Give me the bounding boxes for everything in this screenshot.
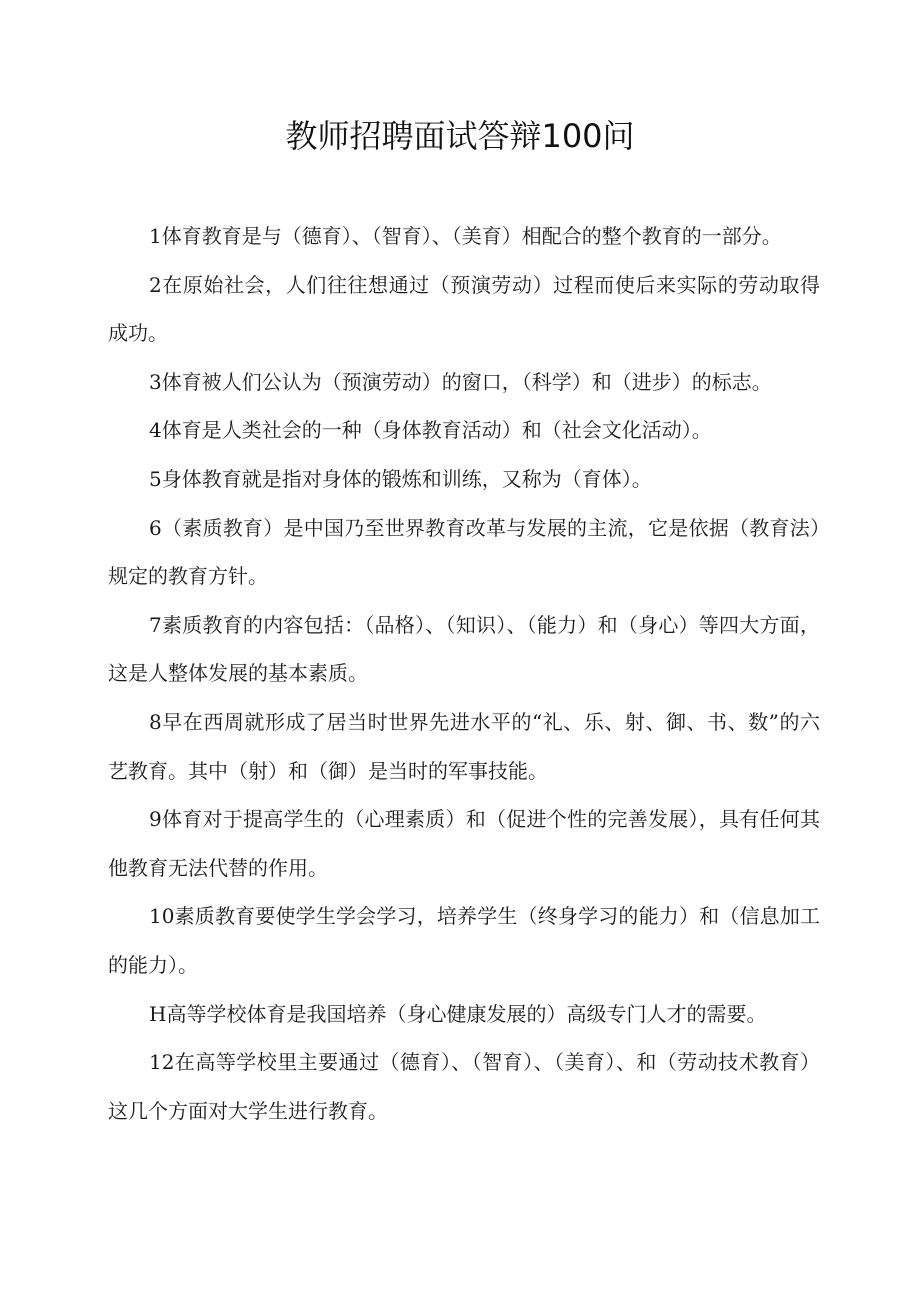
paragraph-9: 9体育对于提高学生的（心理素质）和（促进个性的完善发展），具有任何其他教育无法代替的作用。 [108, 807, 820, 880]
paragraph-1: 1体育教育是与（德育）、（智育）、（美育）相配合的整个教育的一部分。 [149, 224, 782, 248]
paragraph-4: 4体育是人类社会的一种（身体教育活动）和（社会文化活动）。 [149, 418, 712, 443]
paragraph-11: H高等学校体育是我国培养（身心健康发展的）高级专门人才的需要。 [149, 1001, 767, 1026]
document-body [108, 212, 820, 1135]
paragraph-6: 6（素质教育）是中国乃至世界教育改革与发展的主流，它是依据（教育法）规定的教育方针。 [108, 515, 820, 589]
paragraph-7: 7素质教育的内容包括：（品格）、（知识）、（能力）和（身心）等四大方面，这是人整体发展的基本素质。 [108, 612, 820, 686]
paragraph-2: 2在原始社会，人们往往想通过（预演劳动）过程而使后来实际的劳动取得成功。 [108, 272, 820, 346]
document-title: 教师招聘面试答辩100问 [285, 117, 635, 155]
paragraph-8: 8早在西周就形成了居当时世界先进水平的“礼、乐、射、御、书、数”的六艺教育。其中（射）和（御）是当时的军事技能。 [108, 709, 820, 783]
paragraph-12: 12在高等学校里主要通过（德育）、（智育）、（美育）、和（劳动技术教育）这几个方面对大学生进行教育。 [108, 1050, 820, 1123]
paragraph-3: 3体育被人们公认为（预演劳动）的窗口，（科学）和（进步）的标志。 [149, 369, 772, 394]
paragraph-10: 10素质教育要使学生学会学习，培养学生（终身学习的能力）和（信息加工的能力）。 [108, 904, 820, 977]
paragraph-5: 5身体教育就是指对身体的锻炼和训练，又称为（育体）。 [149, 466, 652, 491]
